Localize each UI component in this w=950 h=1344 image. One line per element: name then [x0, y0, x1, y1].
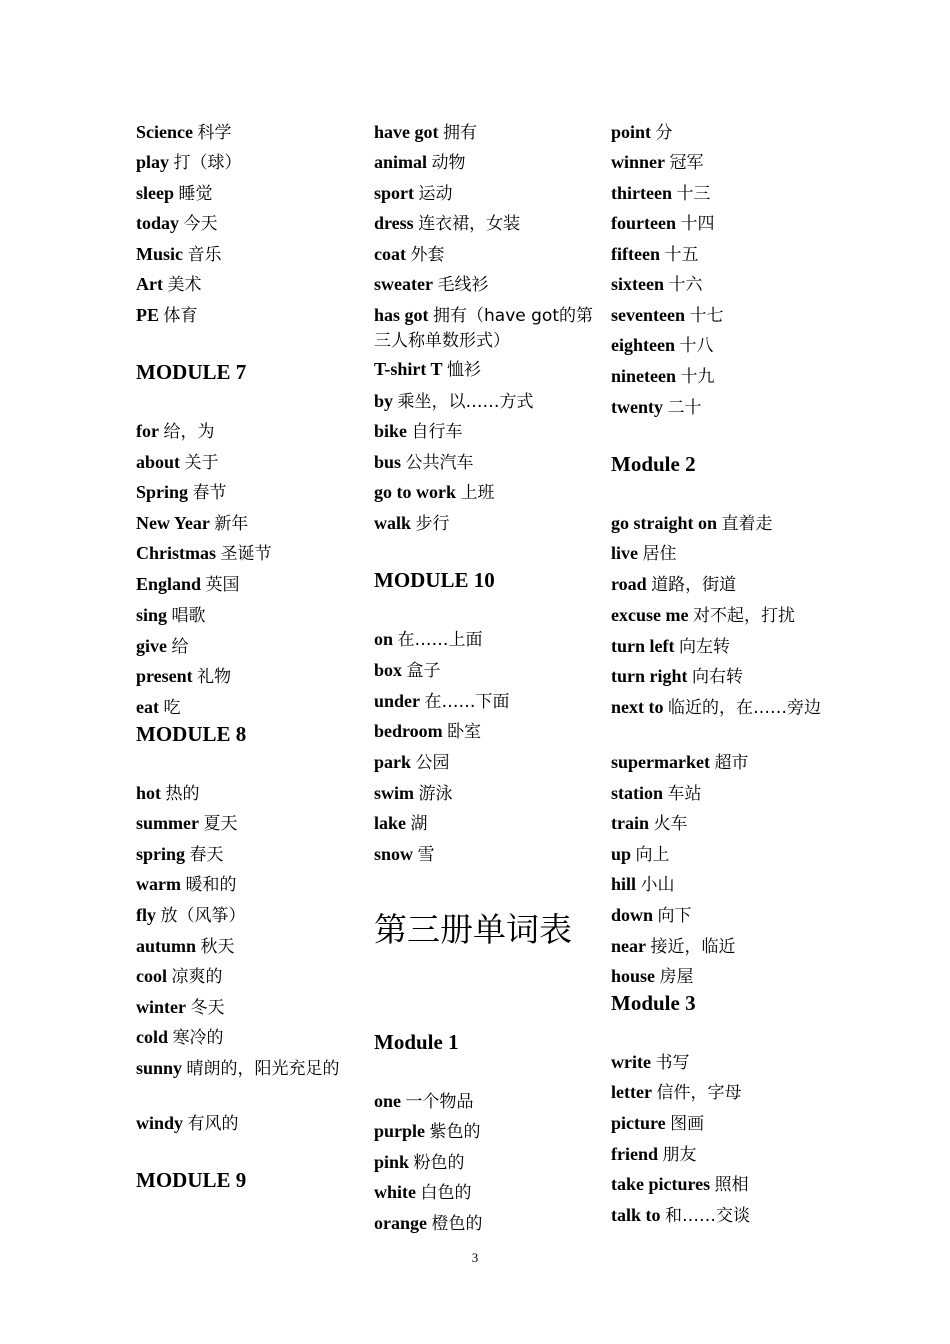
chinese-meaning: 秋天	[200, 937, 235, 957]
chinese-meaning: 朋友	[662, 1145, 697, 1165]
section-heading: MODULE 9	[136, 1168, 247, 1192]
english-word: take pictures	[611, 1174, 711, 1194]
english-word: cool	[136, 966, 167, 986]
vocab-entry	[136, 419, 356, 444]
chinese-meaning: 一个物品	[405, 1092, 474, 1112]
chinese-meaning: 科学	[197, 123, 232, 143]
english-word: eighteen	[611, 335, 675, 355]
vocab-entry	[136, 211, 356, 236]
chinese-meaning: 新年	[214, 514, 249, 534]
chinese-meaning: 恤衫	[447, 360, 482, 380]
vocab-entry	[136, 1056, 356, 1081]
english-word: fly	[136, 905, 156, 925]
vocab-entry	[611, 603, 831, 628]
english-word: sport	[374, 183, 414, 203]
vocab-entry	[611, 695, 831, 720]
vocab-entry	[136, 541, 356, 566]
vocab-entry	[611, 395, 831, 420]
chinese-meaning: 盒子	[406, 661, 441, 681]
english-word: for	[136, 421, 159, 441]
vocab-entry	[374, 1089, 594, 1114]
english-word: sixteen	[611, 274, 664, 294]
english-word: twenty	[611, 397, 663, 417]
vocab-entry	[611, 333, 831, 358]
english-word: supermarket	[611, 752, 710, 772]
vocab-entry	[611, 272, 831, 297]
chinese-meaning: 湖	[410, 814, 428, 834]
english-word: hot	[136, 783, 162, 803]
vocab-entry	[136, 150, 356, 175]
chinese-meaning: 十四	[680, 214, 715, 234]
chinese-meaning: 音乐	[187, 245, 222, 265]
english-word: thirteen	[611, 183, 672, 203]
english-word: excuse me	[611, 605, 689, 625]
chinese-meaning: 自行车	[411, 422, 463, 442]
english-word: letter	[611, 1082, 652, 1102]
chinese-meaning: 十八	[679, 336, 714, 356]
english-word: picture	[611, 1113, 666, 1133]
chinese-meaning: 拥有（have got的第三人称单数形式）	[374, 306, 593, 351]
section-heading: MODULE 10	[374, 568, 495, 592]
chinese-meaning: 给	[171, 637, 189, 657]
english-word: near	[611, 936, 646, 956]
vocab-entry	[374, 719, 594, 744]
english-word: purple	[374, 1121, 426, 1141]
vocab-entry	[611, 781, 831, 806]
english-word: seventeen	[611, 305, 685, 325]
english-word: house	[611, 966, 656, 986]
chinese-meaning: 美术	[167, 275, 202, 295]
chinese-meaning: 乘坐，以……方式	[397, 392, 534, 412]
english-word: one	[374, 1091, 401, 1111]
english-word: windy	[136, 1113, 184, 1133]
page-number: 3	[471, 1250, 479, 1265]
english-word: sweater	[374, 274, 433, 294]
chinese-meaning: 道路，街道	[651, 575, 737, 595]
vocab-entry	[136, 181, 356, 206]
vocab-entry	[374, 303, 594, 353]
english-word: white	[374, 1182, 416, 1202]
chinese-meaning: 吃	[163, 698, 181, 718]
chinese-meaning: 火车	[653, 814, 688, 834]
vocab-entry	[374, 811, 594, 836]
english-word: Spring	[136, 482, 189, 502]
vocab-entry	[136, 903, 356, 928]
vocab-entry	[136, 842, 356, 867]
vocab-entry	[611, 872, 831, 897]
english-word: go straight on	[611, 513, 718, 533]
chinese-meaning: 小山	[640, 875, 675, 895]
chinese-meaning: 雪	[417, 845, 435, 865]
vocab-entry	[136, 450, 356, 475]
chinese-meaning: 寒冷的	[172, 1028, 224, 1048]
chinese-meaning: 对不起，打扰	[692, 606, 795, 626]
english-word: swim	[374, 783, 414, 803]
chinese-meaning: 公共汽车	[405, 453, 474, 473]
english-word: point	[611, 122, 652, 142]
chinese-meaning: 连衣裙，女装	[418, 214, 521, 234]
english-word: PE	[136, 305, 160, 325]
vocab-entry	[136, 303, 356, 328]
vocab-entry	[136, 120, 356, 145]
chinese-meaning: 白色的	[420, 1183, 472, 1203]
vocab-entry	[611, 1203, 831, 1228]
chinese-meaning: 圣诞节	[220, 544, 272, 564]
chinese-meaning: 粉色的	[413, 1153, 465, 1173]
chinese-meaning: 向上	[635, 845, 670, 865]
english-word: hill	[611, 874, 637, 894]
chinese-meaning: 暖和的	[185, 875, 237, 895]
chinese-meaning: 向下	[657, 906, 692, 926]
english-word: Science	[136, 122, 193, 142]
vocab-entry	[374, 181, 594, 206]
chinese-meaning: 拥有	[443, 123, 477, 143]
chinese-meaning: 车站	[667, 784, 702, 804]
english-word: station	[611, 783, 664, 803]
chinese-meaning: 向右转	[692, 667, 743, 687]
chinese-meaning: 十九	[680, 367, 715, 387]
vocab-entry	[374, 419, 594, 444]
section-heading: MODULE 8	[136, 722, 247, 746]
chinese-meaning: 二十	[667, 398, 702, 418]
english-word: down	[611, 905, 654, 925]
chinese-meaning: 十六	[668, 275, 703, 295]
english-word: fourteen	[611, 213, 676, 233]
chinese-meaning: 照相	[714, 1175, 749, 1195]
vocab-entry	[611, 303, 831, 328]
vocab-entry	[374, 480, 594, 505]
vocab-entry	[136, 811, 356, 836]
english-word: go to work	[374, 482, 456, 502]
vocab-entry	[374, 120, 594, 145]
english-word: Music	[136, 244, 183, 264]
vocab-entry	[374, 689, 594, 714]
vocab-entry	[611, 964, 831, 989]
vocab-entry	[374, 272, 594, 297]
chinese-meaning: 超市	[714, 753, 749, 773]
english-word: give	[136, 636, 167, 656]
english-word: winter	[136, 997, 186, 1017]
english-word: train	[611, 813, 649, 833]
english-word: play	[136, 152, 170, 172]
chinese-meaning: 晴朗的，阳光充足的	[186, 1059, 340, 1079]
vocab-entry	[611, 572, 831, 597]
vocab-entry	[374, 627, 594, 652]
vocab-entry	[374, 1180, 594, 1205]
english-word: park	[374, 752, 412, 772]
chinese-meaning: 步行	[415, 514, 450, 534]
english-word: under	[374, 691, 421, 711]
english-word: road	[611, 574, 647, 594]
chinese-meaning: 春节	[192, 483, 227, 503]
chinese-meaning: 接近，临近	[650, 937, 736, 957]
english-word: next to	[611, 697, 664, 717]
english-word: turn left	[611, 636, 675, 656]
section-heading: Module 1	[374, 1030, 459, 1054]
chinese-meaning: 卧室	[447, 722, 482, 742]
english-word: eat	[136, 697, 159, 717]
vocab-entry	[374, 242, 594, 267]
chinese-meaning: 向左转	[678, 637, 730, 657]
chinese-meaning: 图画	[670, 1114, 705, 1134]
english-word: spring	[136, 844, 186, 864]
english-word: orange	[374, 1213, 427, 1233]
vocab-entry	[611, 120, 831, 145]
english-word: bike	[374, 421, 408, 441]
vocab-entry	[611, 511, 831, 536]
vocab-entry	[374, 750, 594, 775]
english-word: lake	[374, 813, 407, 833]
vocab-entry	[611, 1080, 831, 1105]
chinese-meaning: 公园	[415, 753, 450, 773]
chinese-meaning: 体育	[163, 306, 198, 326]
vocab-entry	[374, 511, 594, 536]
vocab-entry	[611, 364, 831, 389]
english-word: Christmas	[136, 543, 216, 563]
chinese-meaning: 和……交谈	[665, 1206, 750, 1226]
vocab-entry	[136, 995, 356, 1020]
chinese-meaning: 在……上面	[397, 630, 483, 650]
chinese-meaning: 今天	[183, 214, 218, 234]
english-word: Art	[136, 274, 163, 294]
chinese-meaning: 给，为	[163, 422, 215, 442]
section-heading: Module 2	[611, 452, 696, 476]
english-word: coat	[374, 244, 406, 264]
chinese-meaning: 关于	[184, 453, 219, 473]
chinese-meaning: 有风的	[187, 1114, 239, 1134]
english-word: summer	[136, 813, 199, 833]
vocab-entry	[136, 1025, 356, 1050]
chinese-meaning: 热的	[165, 784, 200, 804]
vocab-entry	[374, 842, 594, 867]
vocab-entry	[136, 872, 356, 897]
vocab-entry	[611, 1050, 831, 1075]
book-title: 第三册单词表	[374, 910, 572, 949]
vocab-entry	[136, 511, 356, 536]
vocab-entry	[136, 964, 356, 989]
english-word: dress	[374, 213, 414, 233]
vocab-entry	[611, 811, 831, 836]
english-word: today	[136, 213, 180, 233]
english-word: talk to	[611, 1205, 661, 1225]
english-word: friend	[611, 1144, 658, 1164]
chinese-meaning: 房屋	[659, 967, 694, 987]
vocab-entry	[611, 242, 831, 267]
english-word: present	[136, 666, 193, 686]
chinese-meaning: 上班	[460, 483, 495, 503]
chinese-meaning: 居住	[642, 544, 677, 564]
english-word: fifteen	[611, 244, 660, 264]
english-word: nineteen	[611, 366, 676, 386]
chinese-meaning: 书写	[655, 1053, 690, 1073]
vocab-entry	[611, 211, 831, 236]
chinese-meaning: 橙色的	[431, 1214, 483, 1234]
english-word: have got	[374, 122, 439, 142]
chinese-meaning: 十三	[676, 184, 711, 204]
vocab-entry	[374, 781, 594, 806]
vocab-entry	[611, 181, 831, 206]
english-word: pink	[374, 1152, 410, 1172]
english-word: box	[374, 660, 403, 680]
chinese-meaning: 分	[655, 123, 673, 143]
english-word: T-shirt T	[374, 359, 443, 379]
english-word: autumn	[136, 936, 197, 956]
chinese-meaning: 唱歌	[171, 606, 206, 626]
vocab-entry	[136, 781, 356, 806]
vocab-entry	[136, 695, 356, 720]
english-word: New Year	[136, 513, 210, 533]
vocab-entry	[611, 903, 831, 928]
english-word: bedroom	[374, 721, 443, 741]
vocab-entry	[136, 480, 356, 505]
chinese-meaning: 运动	[418, 184, 453, 204]
english-word: by	[374, 391, 394, 411]
vocab-entry	[374, 389, 594, 414]
english-word: has got	[374, 305, 429, 325]
chinese-meaning: 毛线衫	[437, 275, 489, 295]
chinese-meaning: 英国	[205, 575, 240, 595]
chinese-meaning: 凉爽的	[171, 967, 223, 987]
vocab-entry	[611, 634, 831, 659]
english-word: warm	[136, 874, 181, 894]
english-word: winner	[611, 152, 665, 172]
english-word: sunny	[136, 1058, 183, 1078]
vocab-entry	[374, 150, 594, 175]
vocab-entry	[136, 634, 356, 659]
vocab-entry	[136, 934, 356, 959]
vocab-entry	[136, 242, 356, 267]
vocab-entry	[136, 272, 356, 297]
chinese-meaning: 动物	[431, 153, 466, 173]
english-word: about	[136, 452, 181, 472]
vocab-entry	[136, 572, 356, 597]
vocab-entry	[136, 603, 356, 628]
vocab-entry	[611, 1172, 831, 1197]
english-word: on	[374, 629, 394, 649]
chinese-meaning: 睡觉	[178, 184, 213, 204]
chinese-meaning: 游泳	[418, 784, 453, 804]
chinese-meaning: 信件，字母	[656, 1083, 742, 1103]
vocab-entry	[374, 1211, 594, 1236]
vocab-entry	[136, 1111, 356, 1136]
english-word: sleep	[136, 183, 174, 203]
vocab-entry	[611, 664, 831, 689]
chinese-meaning: 外套	[410, 245, 445, 265]
chinese-meaning: 放（风筝）	[160, 906, 246, 926]
english-word: walk	[374, 513, 412, 533]
vocab-entry	[611, 150, 831, 175]
vocab-entry	[611, 934, 831, 959]
vocab-entry	[611, 1111, 831, 1136]
english-word: up	[611, 844, 632, 864]
chinese-meaning: 冠军	[669, 153, 704, 173]
english-word: live	[611, 543, 638, 563]
vocab-entry	[136, 664, 356, 689]
vocab-entry	[374, 1150, 594, 1175]
chinese-meaning: 礼物	[197, 667, 232, 687]
english-word: bus	[374, 452, 402, 472]
vocab-entry	[374, 211, 594, 236]
chinese-meaning: 打（球）	[173, 153, 242, 173]
vocab-entry	[611, 842, 831, 867]
vocab-entry	[611, 1142, 831, 1167]
chinese-meaning: 在……下面	[424, 692, 510, 712]
chinese-meaning: 春天	[189, 845, 224, 865]
chinese-meaning: 冬天	[190, 998, 225, 1018]
chinese-meaning: 十五	[664, 245, 699, 265]
vocab-entry	[374, 450, 594, 475]
vocab-entry	[374, 357, 594, 382]
vocab-entry	[611, 541, 831, 566]
english-word: animal	[374, 152, 428, 172]
chinese-meaning: 临近的，在……旁边	[668, 698, 821, 718]
english-word: sing	[136, 605, 168, 625]
english-word: England	[136, 574, 202, 594]
vocab-entry	[374, 658, 594, 683]
english-word: cold	[136, 1027, 169, 1047]
english-word: write	[611, 1052, 651, 1072]
section-heading: Module 3	[611, 991, 696, 1015]
chinese-meaning: 紫色的	[429, 1122, 481, 1142]
chinese-meaning: 十七	[689, 306, 724, 326]
english-word: turn right	[611, 666, 688, 686]
chinese-meaning: 夏天	[203, 814, 238, 834]
vocab-entry	[374, 1119, 594, 1144]
section-heading: MODULE 7	[136, 360, 247, 384]
vocab-entry	[611, 750, 831, 775]
chinese-meaning: 直着走	[721, 514, 773, 534]
english-word: snow	[374, 844, 414, 864]
